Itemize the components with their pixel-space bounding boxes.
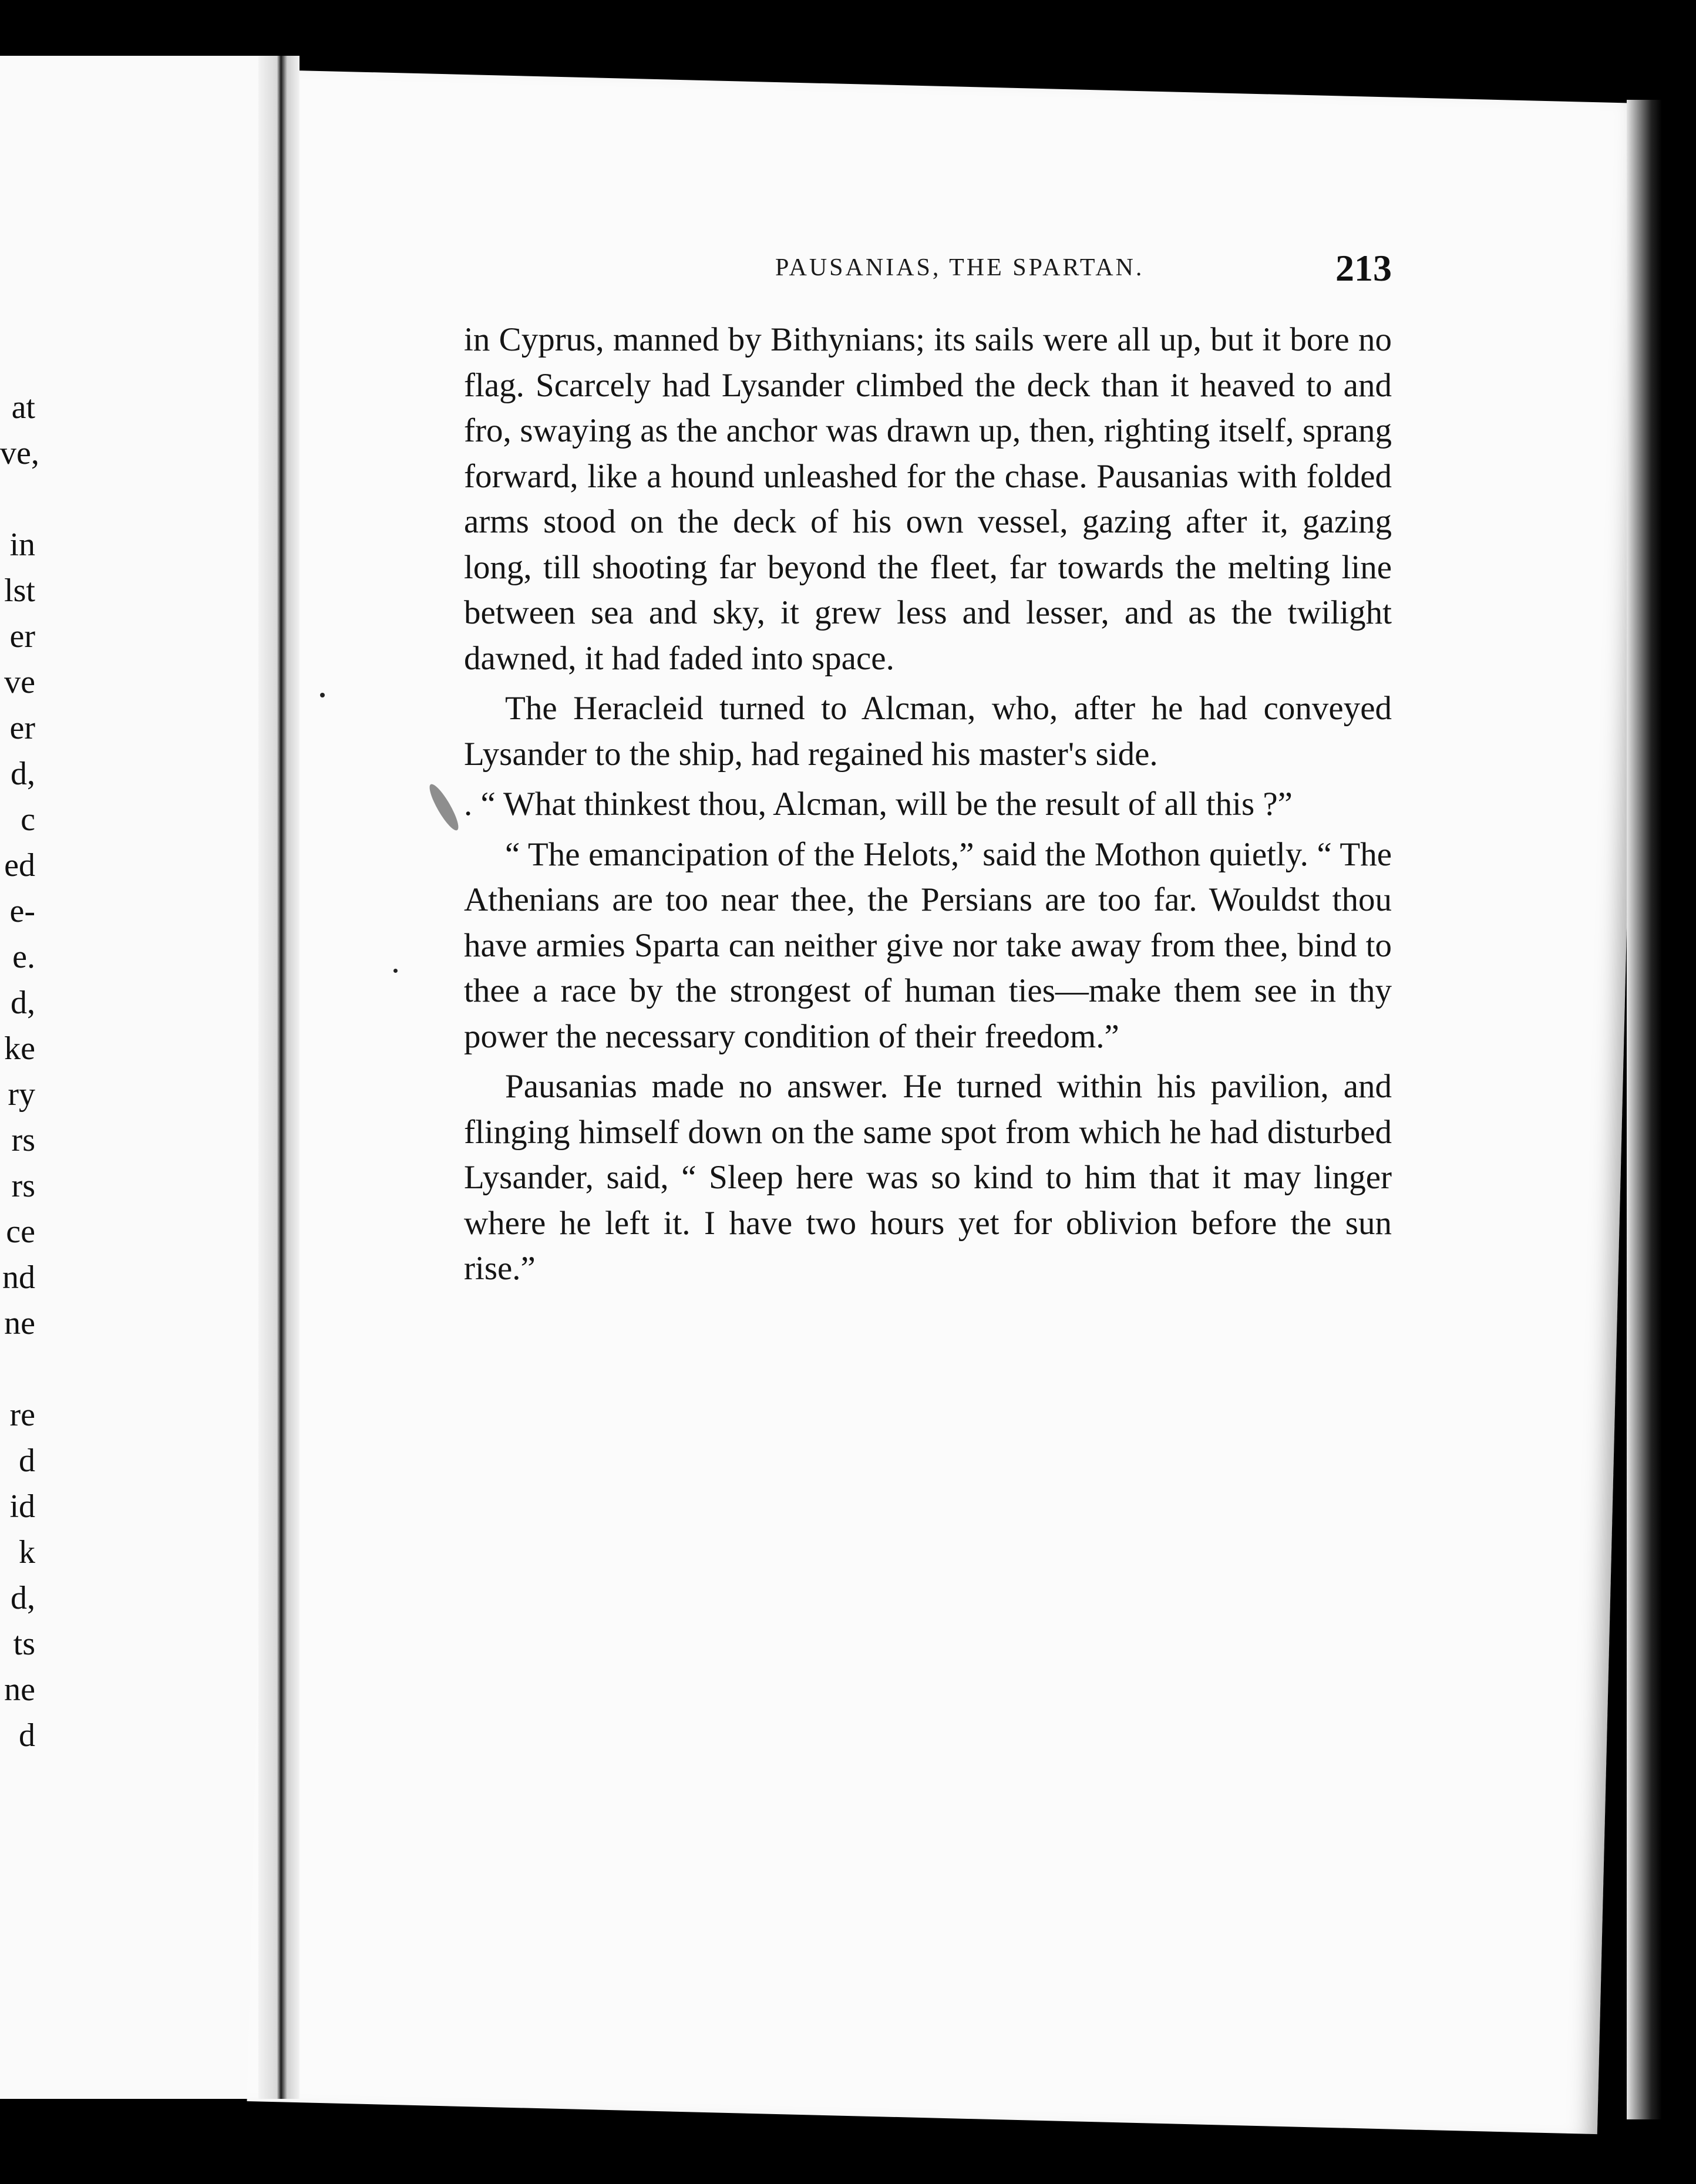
fragment: d, <box>11 756 35 792</box>
fragment: nd <box>2 1259 35 1296</box>
fragment: ce <box>6 1214 35 1250</box>
fragment <box>0 1346 35 1392</box>
page-edge-shadow <box>1627 100 1662 2119</box>
running-title: PAUSANIAS, THE SPARTAN. <box>775 254 1145 281</box>
fragment: d, <box>11 1580 35 1616</box>
fragment: e- <box>9 893 35 929</box>
paragraph: . “ What thinkest thou, Alcman, will be the result of all this ?” <box>464 786 1293 823</box>
book-gutter <box>258 56 300 2099</box>
fragment: at <box>11 389 35 426</box>
fragment: ts <box>13 1626 35 1662</box>
paragraph: The Heracleid turned to Alcman, who, after he had conveyed Lysander to the ship, had regained his master's side. <box>464 690 1392 773</box>
fragment: e. <box>12 939 35 975</box>
previous-page <box>0 56 282 2099</box>
fragment: d <box>19 1717 35 1754</box>
paragraph: “ The emancipation of the Helots,” said the Mothon quietly. “ The Athenians are too near thee, the Persians are too far. Wouldst thou have armies Sparta can neither give nor take away from thee, bind to thee a race by the strongest of human ties—make them see in thy power the necessary condition of their freedom.” <box>464 835 1392 1055</box>
paragraph: in Cyprus, manned by Bithynians; its sails were all up, but it bore no flag. Scarcely had Lysander climbed the deck than it heaved to and fro, swaying as the anchor was drawn up, then, righting itself, sprang forward, like a hound unleashed for the chase. Pausanias with folded arms stood on the deck of his own vessel, gazing after it, gazing long, till shooting far beyond the fleet, far towards the melting line between sea and sky, it grew less and lesser, and as the twilight dawned, it had faded into space. <box>464 321 1392 677</box>
fragment: in <box>9 527 35 563</box>
fragment: ed <box>4 847 35 884</box>
fragment: ve, <box>0 435 39 471</box>
fragment: er <box>9 618 35 655</box>
fragment: lst <box>4 572 35 609</box>
fragment: d, <box>11 985 35 1021</box>
page-header <box>464 247 1392 294</box>
fragment: id <box>9 1488 35 1525</box>
fragment: ry <box>8 1076 35 1113</box>
fragment: ke <box>4 1030 35 1067</box>
page-number: 213 <box>1335 247 1392 289</box>
page-body <box>464 317 1392 1292</box>
fragment <box>0 476 35 522</box>
fragment: rs <box>11 1168 35 1204</box>
paragraph: Pausanias made no answer. He turned within his pavilion, and flinging himself down on the same spot from which he had disturbed Lysander, said, “ Sleep here was so kind to him that it may linger where he left it. I have two hours yet for oblivion before the sun rise.” <box>464 1068 1392 1287</box>
fragment: c <box>21 801 35 838</box>
fragment: ve <box>4 664 35 700</box>
dust-speck <box>393 969 398 973</box>
fragment: er <box>9 710 35 746</box>
fragment: d <box>19 1442 35 1479</box>
fragment: re <box>9 1397 35 1433</box>
fragment: k <box>19 1534 35 1570</box>
fragment: ne <box>4 1305 35 1342</box>
fragment: rs <box>11 1122 35 1158</box>
fragment: ne <box>4 1671 35 1708</box>
previous-page-text-fragments <box>0 385 39 1758</box>
dust-speck <box>320 693 325 697</box>
